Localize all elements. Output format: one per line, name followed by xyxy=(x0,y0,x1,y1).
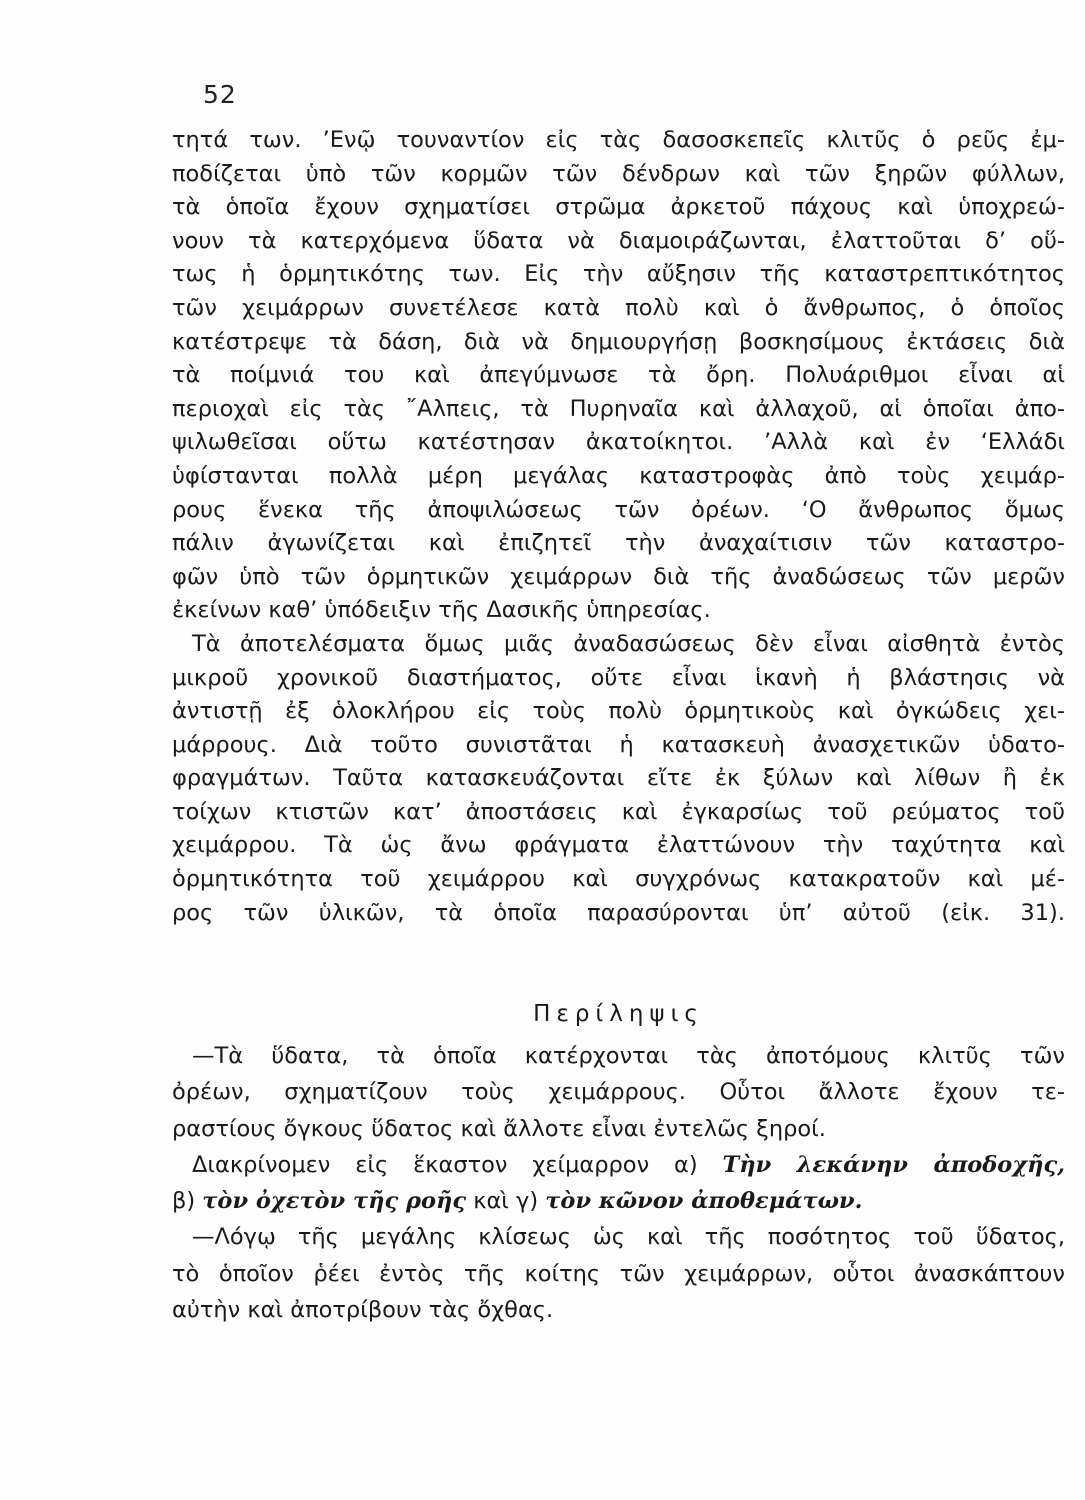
body-line: ἀντιστῇ ἐξ ὁλοκλήρου εἰς τοὺς πολὺ ὁρμητικοὺς καὶ ὀγκώδεις χει- xyxy=(172,698,1065,725)
body-line: φραγμάτων. Ταῦτα κατασκευάζονται εἴτε ἐκ ξύλων καὶ λίθων ἢ ἐκ xyxy=(172,765,1065,792)
body-line: ψιλωθεῖσαι οὕτω κατέστησαν ἀκατοίκητοι. ’Αλλὰ καὶ ἐν ‘Ελλάδι xyxy=(172,429,1065,456)
body-line: τῶν χειμάρρων συνετέλεσε κατὰ πολὺ καὶ ὁ ἄνθρωπος, ὁ ὁποῖος xyxy=(172,294,1065,321)
summary-text-span: καὶ γ) xyxy=(473,1188,539,1215)
body-line: κατέστρεψε τὰ δάση, διὰ νὰ δημιουργήσῃ βοσκησίμους ἐκτάσεις διὰ xyxy=(172,328,1065,355)
term-basin: Τὴν λεκάνην ἀποδοχῆς, xyxy=(722,1151,1065,1178)
body-line: ἐκείνων καθ’ ὑπόδειξιν τῆς Δασικῆς ὑπηρεσίας. xyxy=(172,597,711,624)
body-line: μικροῦ χρονικοῦ διαστήματος, οὔτε εἶναι ἱκανὴ ἡ βλάστησις νὰ xyxy=(172,664,1065,691)
page-number: 52 xyxy=(203,80,237,109)
term-channel: τὸν ὀχετὸν τῆς ροῆς xyxy=(202,1188,467,1215)
body-line: ρους ἕνεκα τῆς ἀποψιλώσεως τῶν ὀρέων. ‘Ο ἄνθρωπος ὅμως xyxy=(172,496,1065,523)
summary-line: τὸ ὁποῖον ῥέει ἐντὸς τῆς κοίτης τῶν χειμάρρων, οὗτοι ἀνασκάπτουν xyxy=(172,1260,1065,1287)
body-line: ὁρμητικότητα τοῦ χειμάρρου καὶ συγχρόνως κατακρατοῦν καὶ μέ- xyxy=(172,866,1065,893)
summary-text-span: β) xyxy=(172,1188,196,1215)
body-line: μάρρους. Διὰ τοῦτο συνιστᾶται ἡ κατασκευὴ ἀνασχετικῶν ὑδατο- xyxy=(172,731,1065,758)
body-line: τως ἡ ὁρμητικότης των. Εἰς τὴν αὔξησιν τῆς καταστρεπτικότητος xyxy=(172,261,1065,288)
summary-line: αὐτὴν καὶ ἀποτρίβουν τὰς ὄχθας. xyxy=(172,1297,554,1324)
body-line: ρος τῶν ὑλικῶν, τὰ ὁποῖα παρασύρονται ὑπ’ αὐτοῦ (εἰκ. 31). xyxy=(172,899,1065,926)
body-line: ὑφίστανται πολλὰ μέρη μεγάλας καταστροφὰς ἀπὸ τοὺς χειμάρ- xyxy=(172,462,1065,489)
term-cone: τὸν κῶνον ἀποθεμάτων. xyxy=(545,1188,863,1215)
summary-line: —Λόγῳ τῆς μεγάλης κλίσεως ὡς καὶ τῆς ποσότητος τοῦ ὕδατος, xyxy=(192,1224,1065,1251)
body-text xyxy=(172,124,1065,930)
body-line: τοίχων κτιστῶν κατ’ ἀποστάσεις καὶ ἐγκαρσίως τοῦ ρεύματος τοῦ xyxy=(172,798,1065,825)
body-line: τὰ ὁποῖα ἔχουν σχηματίσει στρῶμα ἀρκετοῦ πάχους καὶ ὑποχρεώ- xyxy=(172,194,1065,221)
section-heading: Περίληψις xyxy=(533,1001,704,1027)
body-line: νουν τὰ κατερχόμενα ὕδατα νὰ διαμοιράζωνται, ἐλαττοῦται δ’ οὕ- xyxy=(172,227,1065,254)
summary-text-span: Διακρίνομεν εἰς ἕκαστον χείμαρρον α) xyxy=(192,1151,698,1178)
body-line: φῶν ὑπὸ τῶν ὁρμητικῶν χειμάρρων διὰ τῆς ἀναδώσεως τῶν μερῶν xyxy=(172,563,1065,590)
summary-line xyxy=(172,1183,1065,1219)
body-line: περιοχαὶ εἰς τὰς ῎Αλπεις, τὰ Πυρηναῖα καὶ ἀλλαχοῦ, αἱ ὁποῖαι ἀπο- xyxy=(172,395,1065,422)
body-line: τὰ ποίμνιά του καὶ ἀπεγύμνωσε τὰ ὄρη. Πολυάριθμοι εἶναι αἱ xyxy=(172,362,1065,389)
summary-line: ὀρέων, σχηματίζουν τοὺς χειμάρρους. Οὗτοι ἄλλοτε ἔχουν τε- xyxy=(172,1079,1065,1106)
summary-line: ραστίους ὄγκους ὕδατος καὶ ἄλλοτε εἶναι ἐντελῶς ξηροί. xyxy=(172,1115,826,1142)
summary-line xyxy=(172,1147,1065,1183)
body-line: πάλιν ἀγωνίζεται καὶ ἐπιζητεῖ τὴν ἀναχαίτισιν τῶν καταστρο- xyxy=(172,530,1065,557)
body-line: τητά των. ’Ενῷ τουναντίον εἰς τὰς δασοσκεπεῖς κλιτῦς ὁ ρεῦς ἐμ- xyxy=(172,127,1065,153)
body-line: χειμάρρου. Τὰ ὡς ἄνω φράγματα ἐλαττώνουν τὴν ταχύτητα καὶ xyxy=(172,832,1065,859)
summary-heading-wrap xyxy=(172,978,1065,1044)
body-line: ποδίζεται ὑπὸ τῶν κορμῶν τῶν δένδρων καὶ τῶν ξηρῶν φύλλων, xyxy=(172,160,1065,187)
summary-text xyxy=(172,1038,1065,1328)
body-line: Τὰ ἀποτελέσματα ὅμως μιᾶς ἀναδασώσεως δὲν εἶναι αἰσθητὰ ἐντὸς xyxy=(192,630,1065,657)
summary-line: —Τὰ ὕδατα, τὰ ὁποῖα κατέρχονται τὰς ἀποτόμους κλιτῦς τῶν xyxy=(192,1043,1065,1069)
